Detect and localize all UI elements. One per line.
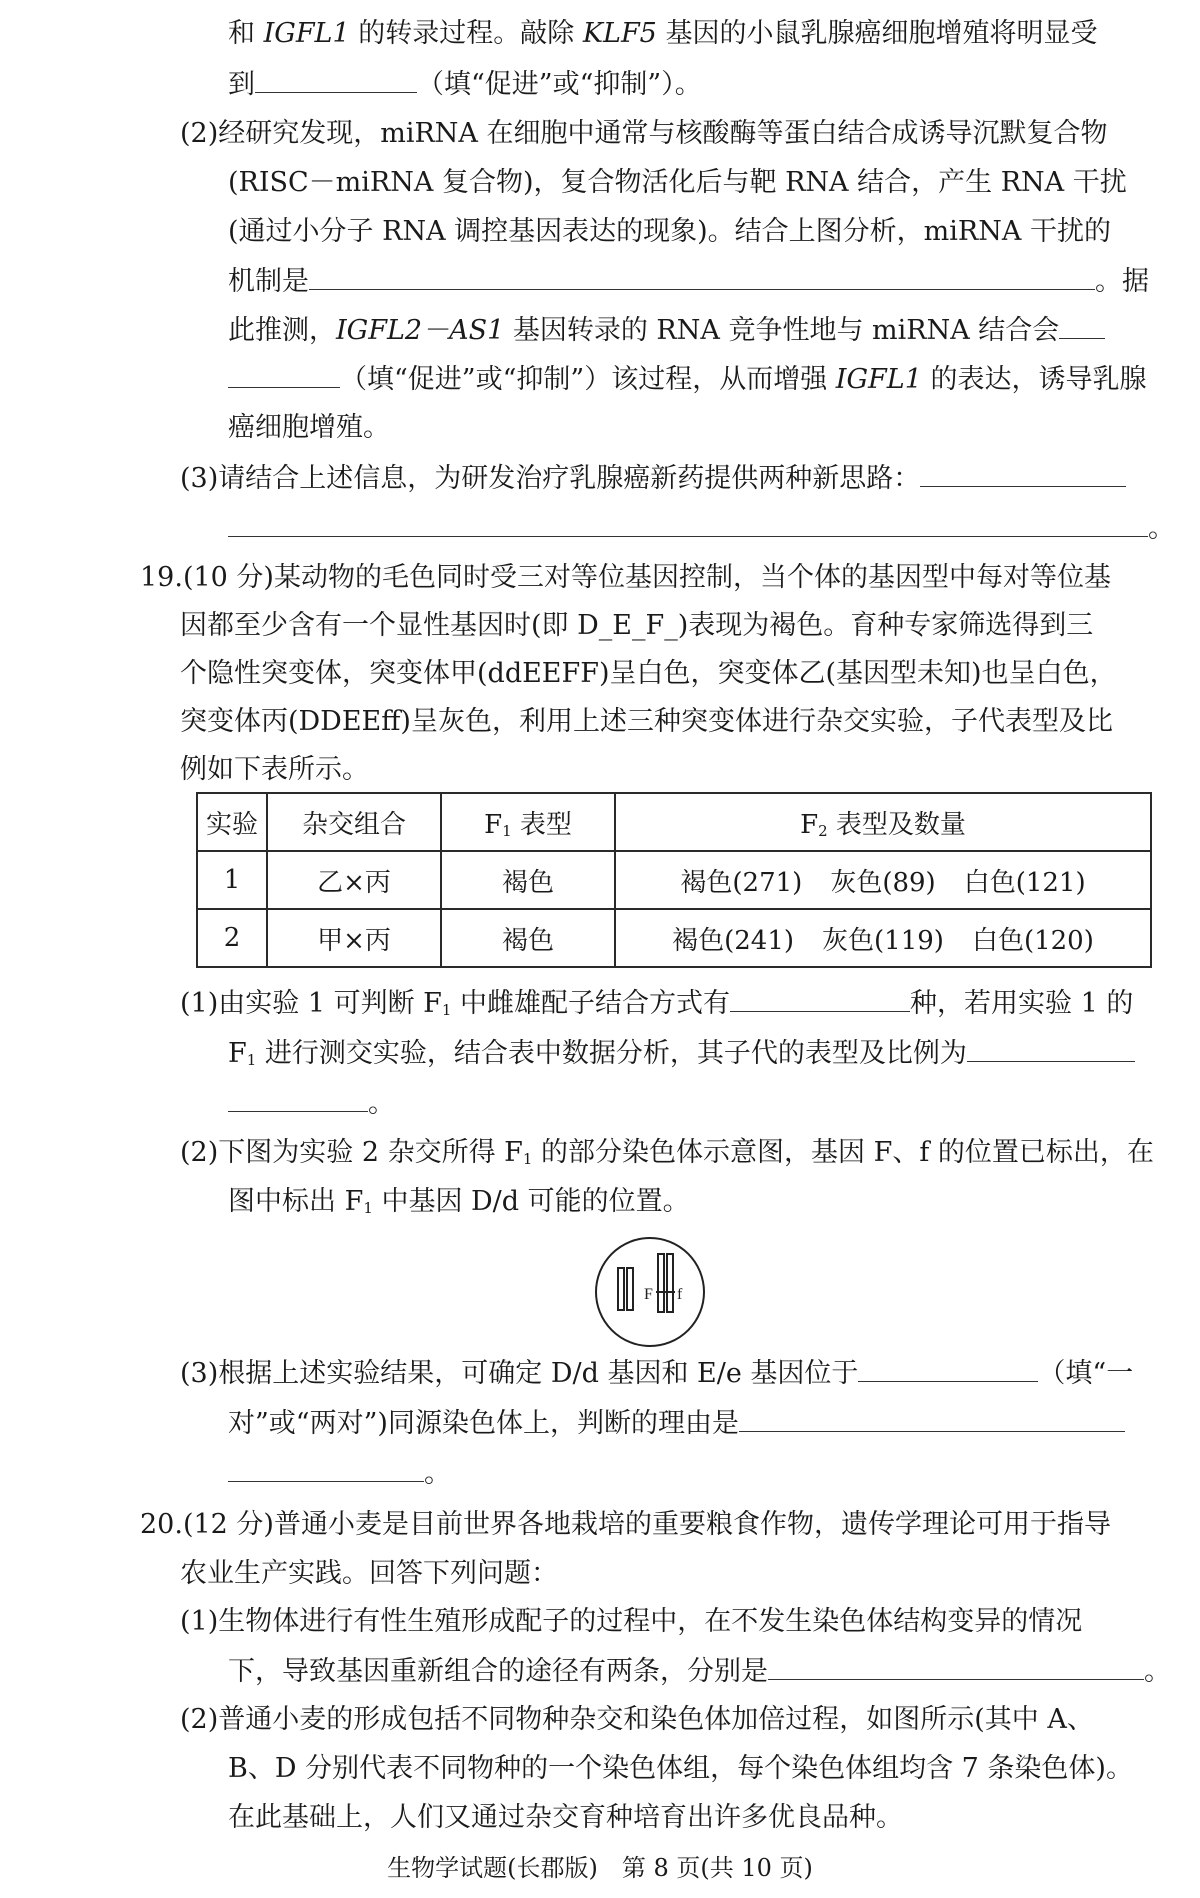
row-cross: 甲×丙	[267, 909, 441, 967]
answer-blank[interactable]	[309, 263, 1095, 290]
q18-p3-line-1: (3)请结合上述信息，为研发治疗乳腺癌新药提供两种新思路：	[180, 460, 1126, 497]
q20-stem-1: 20.(12 分)普通小麦是目前世界各地栽培的重要粮食作物，遗传学理论可用于指导	[140, 1509, 1111, 1540]
q18-p2-line-7: 癌细胞增殖。	[228, 412, 390, 443]
q20-p1-line-2: 下，导致基因重新组合的途径有两条，分别是 。	[228, 1653, 1171, 1690]
q20-p2-line-1: (2)普通小麦的形成包括不同物种杂交和染色体加倍过程，如图所示(其中 A、	[180, 1704, 1094, 1735]
header-cross: 杂交组合	[267, 793, 441, 851]
chromosome-diagram[interactable]	[594, 1236, 706, 1348]
q18-line-2: 到 （填“促进”或“抑制”）。	[228, 66, 702, 103]
answer-blank[interactable]	[228, 1085, 368, 1112]
q19-p3-line-2: 对”或“两对”)同源染色体上，判断的理由是	[228, 1405, 1125, 1442]
row-cross: 乙×丙	[267, 851, 441, 909]
q19-p1-line-1: (1)由实验 1 可判断 $F_1$ 中雌雄配子结合方式有 种，若用实验 1 的	[180, 985, 1133, 1028]
q18-line-1: 和 IGFL1 的转录过程。敲除 KLF5 基因的小鼠乳腺癌细胞增殖将明显受	[228, 18, 1098, 49]
experiment-table	[196, 792, 1152, 968]
answer-blank[interactable]	[920, 460, 1126, 487]
q19-p2-line-1: (2)下图为实验 2 杂交所得 $F_1$ 的部分染色体示意图，基因 F、f 的位置已标出，在	[180, 1137, 1154, 1168]
answer-blank[interactable]	[858, 1355, 1038, 1382]
q19-stem-3: 个隐性突变体，突变体甲(ddEEFF)呈白色，突变体乙(基因型未知)也呈白色，	[180, 658, 1117, 689]
answer-blank[interactable]	[228, 1455, 424, 1482]
q19-stem-4: 突变体丙(DDEEff)呈灰色，利用上述三种突变体进行杂交实验，子代表型及比	[180, 706, 1113, 737]
q20-stem-2: 农业生产实践。回答下列问题：	[180, 1558, 558, 1589]
answer-blank[interactable]	[228, 361, 340, 388]
header-f2: $F_2$ 表型及数量	[615, 793, 1151, 851]
q20-p2-line-3: 在此基础上，人们又通过杂交育种培育出许多优良品种。	[228, 1802, 903, 1833]
q18-p2-line-6: （填“促进”或“抑制”）该过程，从而增强 IGFL1 的表达，诱导乳腺	[228, 361, 1146, 398]
q18-p2-line-3: (通过小分子 RNA 调控基因表达的现象)。结合上图分析，miRNA 干扰的	[228, 216, 1111, 247]
gene-f-label: f	[677, 1286, 683, 1303]
table-row	[197, 851, 1151, 909]
q19-p3-line-1: (3)根据上述实验结果，可确定 D/d 基因和 E/e 基因位于 （填“一	[180, 1355, 1133, 1392]
row-f1: 褐色	[441, 909, 615, 967]
q19-stem-2: 因都至少含有一个显性基因时(即 D_E_F_)表现为褐色。育种专家筛选得到三	[180, 610, 1094, 641]
answer-blank[interactable]	[228, 510, 1148, 537]
answer-blank[interactable]	[1059, 312, 1105, 339]
table-header-row	[197, 793, 1151, 851]
answer-blank[interactable]	[739, 1405, 1125, 1432]
q18-p2-line-1: (2)经研究发现，miRNA 在细胞中通常与核酸酶等蛋白结合成诱导沉默复合物	[180, 118, 1108, 149]
q18-p2-line-2: (RISC－miRNA 复合物)，复合物活化后与靶 RNA 结合，产生 RNA 干扰	[228, 167, 1127, 198]
q20-p2-line-2: B、D 分别代表不同物种的一个染色体组，每个染色体组均含 7 条染色体)。	[228, 1753, 1133, 1784]
q19-p3-line-3: 。	[228, 1455, 451, 1492]
row-f2: 褐色(271) 灰色(89) 白色(121)	[615, 851, 1151, 909]
row-id: 1	[197, 851, 267, 909]
gene-F-label: F	[644, 1286, 653, 1303]
answer-blank[interactable]	[730, 985, 910, 1012]
page-footer: 生物学试题(长郡版) 第 8 页(共 10 页)	[387, 1854, 813, 1882]
answer-blank[interactable]	[967, 1035, 1135, 1062]
q18-p2-line-5: 此推测，IGFL2－AS1 基因转录的 RNA 竞争性地与 miRNA 结合会	[228, 312, 1105, 349]
header-f1: $F_1$ 表型	[441, 793, 615, 851]
row-f1: 褐色	[441, 851, 615, 909]
answer-blank[interactable]	[255, 66, 417, 93]
header-exp: 实验	[197, 793, 267, 851]
row-id: 2	[197, 909, 267, 967]
q19-p1-line-3: 。	[228, 1085, 395, 1122]
q19-stem-1: 19.(10 分)某动物的毛色同时受三对等位基因控制，当个体的基因型中每对等位基	[140, 562, 1111, 593]
table-row	[197, 909, 1151, 967]
q18-p3-line-2: 。	[228, 510, 1175, 547]
q18-p2-line-4: 机制是 。据	[228, 263, 1149, 300]
q19-p1-line-2: $F_1$ 进行测交实验，结合表中数据分析，其子代的表型及比例为	[228, 1035, 1135, 1078]
answer-blank[interactable]	[768, 1653, 1144, 1680]
q19-stem-5: 例如下表所示。	[180, 754, 369, 785]
row-f2: 褐色(241) 灰色(119) 白色(120)	[615, 909, 1151, 967]
q19-p2-line-2: 图中标出 $F_1$ 中基因 D/d 可能的位置。	[228, 1186, 690, 1217]
q20-p1-line-1: (1)生物体进行有性生殖形成配子的过程中，在不发生染色体结构变异的情况	[180, 1606, 1083, 1637]
